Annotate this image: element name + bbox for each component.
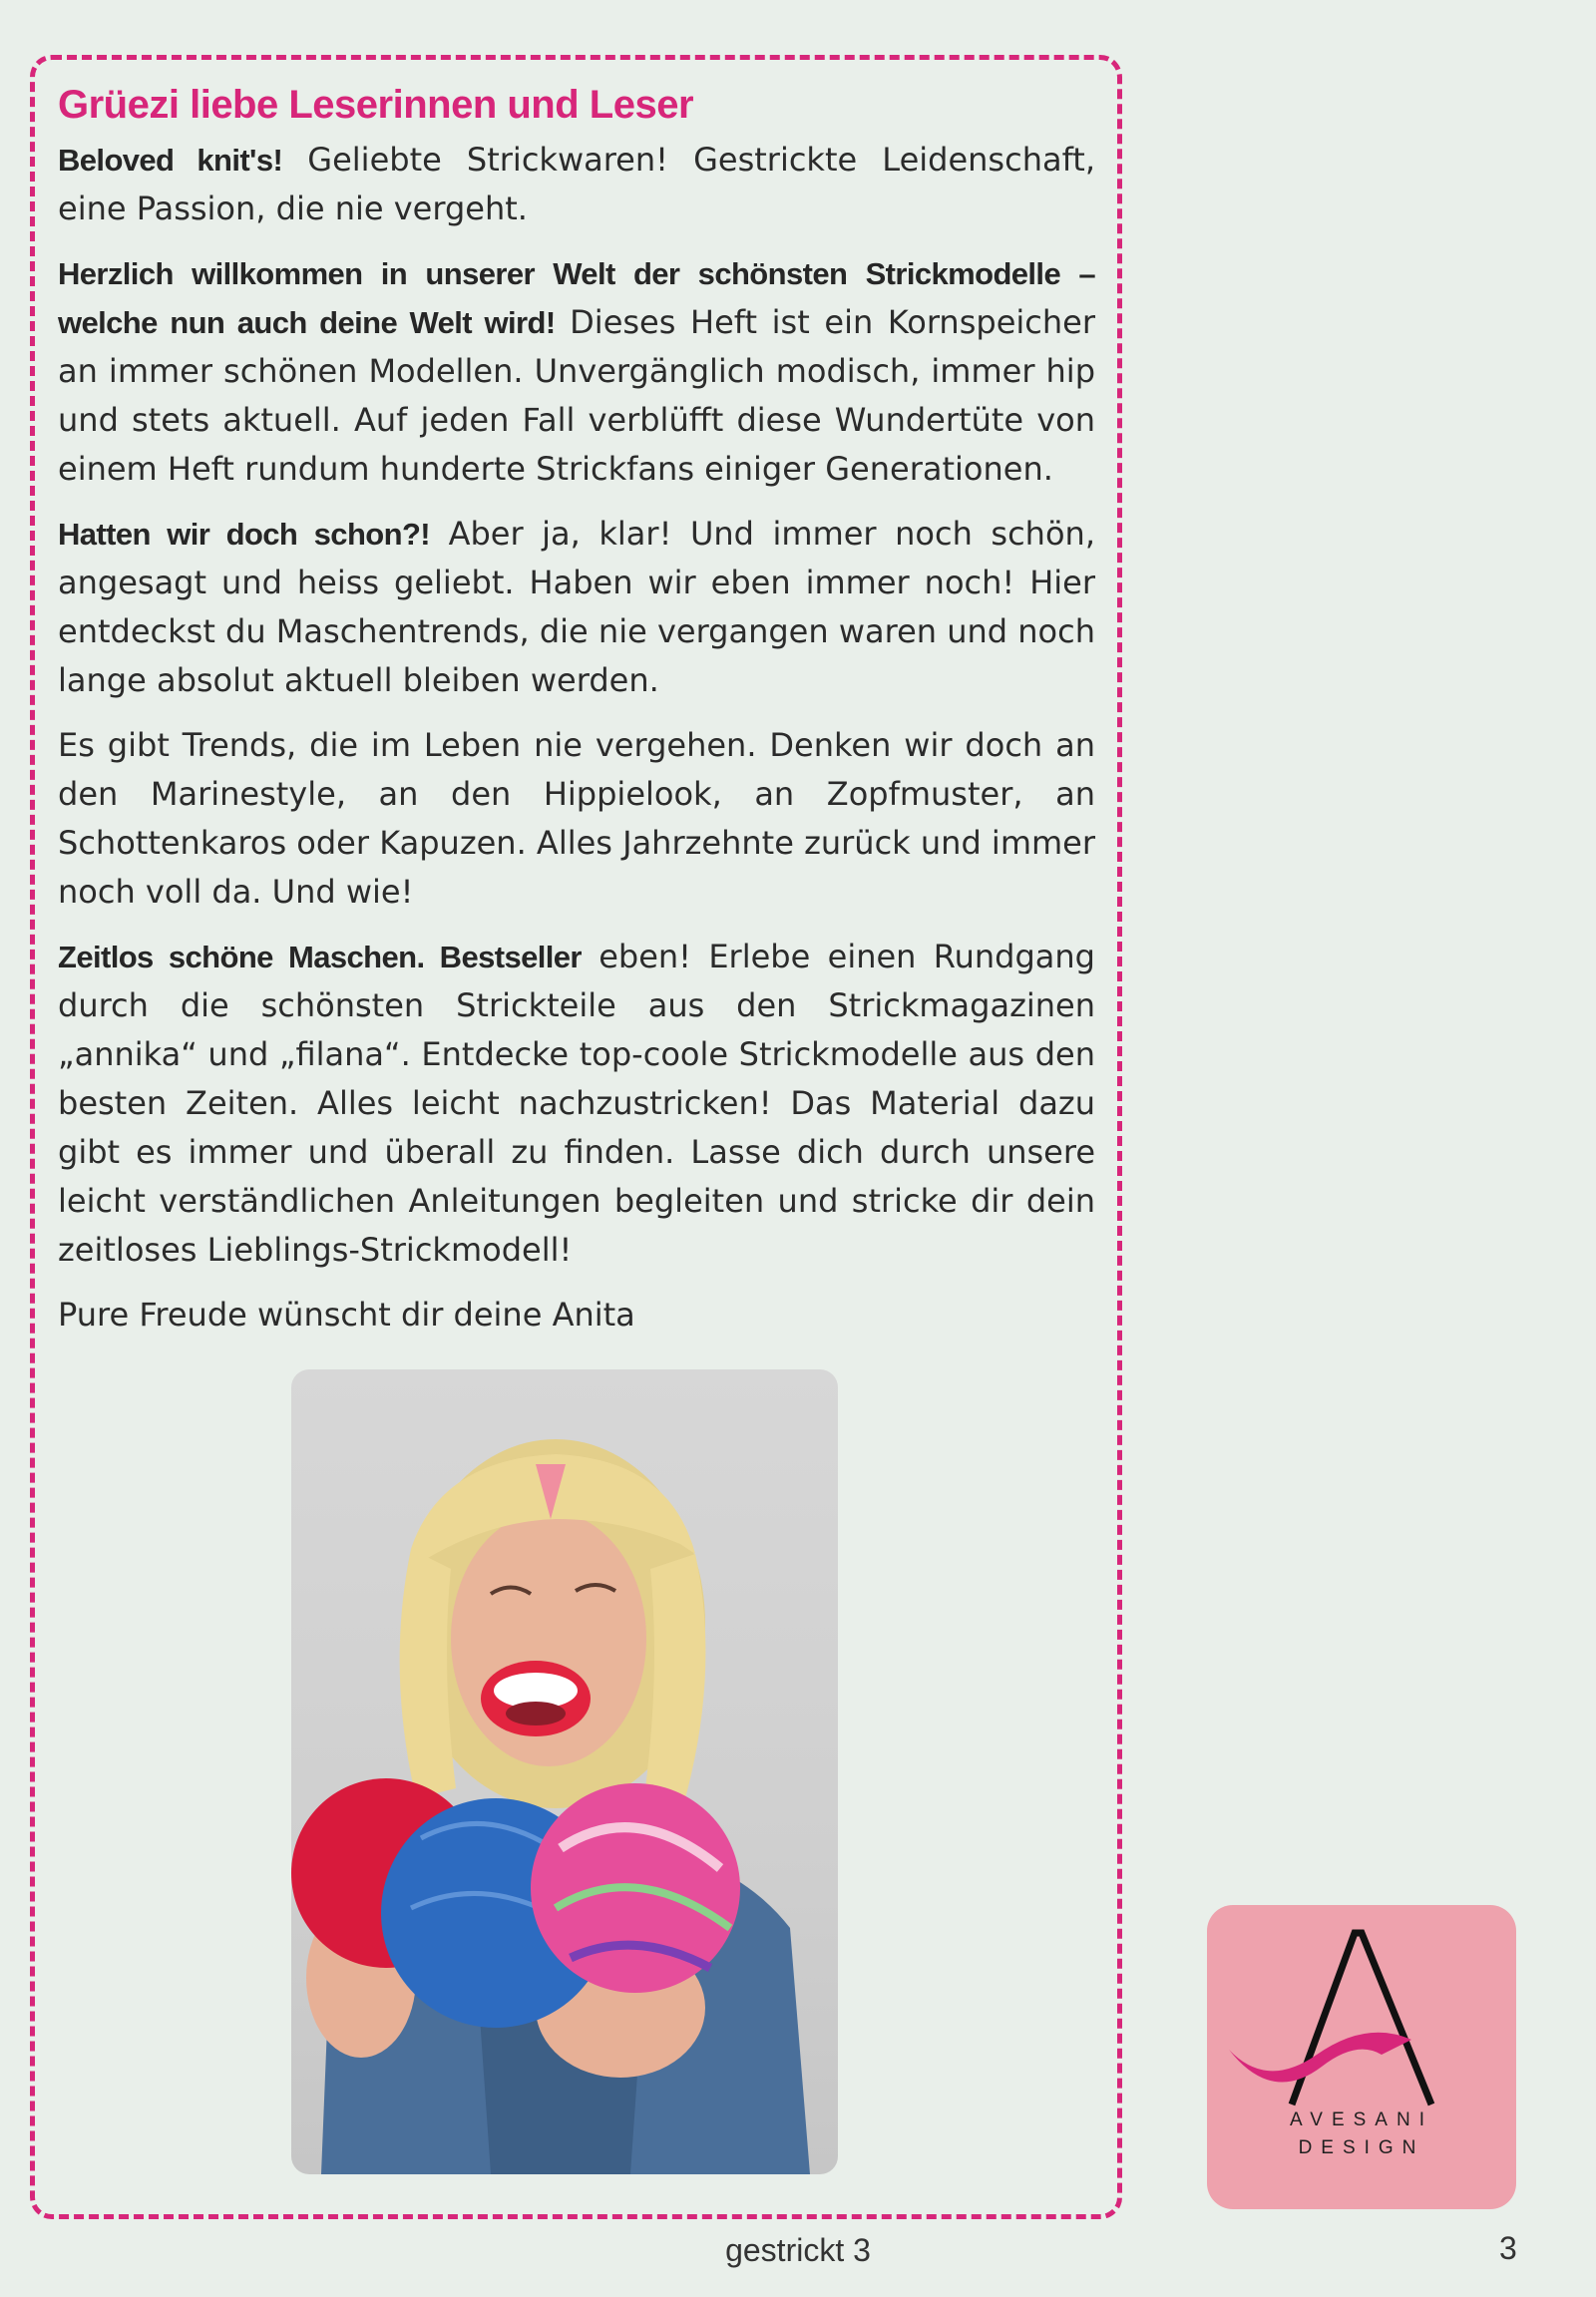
paragraph-3 <box>58 510 1095 705</box>
paragraph-2-text: Dieses Heft ist ein Kornspeicher an immer schönen Modellen. Unvergänglich modisch, immer hip und stets aktuell. Auf jeden Fall verblüfft diese Wundertüte von einem Heft rundum hunderte Strickfans einiger Generationen. <box>58 303 1095 488</box>
signature-line <box>58 1291 1095 1340</box>
avesani-design-logo <box>1207 1905 1516 2209</box>
paragraph-5-lead: Zeitlos schöne Maschen. Bestseller <box>58 940 582 974</box>
author-photo <box>291 1369 838 2174</box>
paragraph-1 <box>58 136 1095 233</box>
paragraph-2-lead: Herzlich willkommen in unserer Welt der schönsten Strickmodelle – welche nun auch deine Welt wird! <box>58 256 1095 340</box>
paragraph-5-text: eben! Erlebe einen Rundgang durch die schönsten Strickteile aus den Strickmagazinen „annika“ und „filana“. Entdecke top-coole Strickmodelle aus den besten Zeiten. Alles leicht nachzustricken! Das Material dazu gibt es immer und überall zu finden. Lasse dich durch unsere leicht verständlichen Anleitungen begleiten und stricke dir dein zeitloses Lieblings-Strickmodell! <box>58 938 1095 1269</box>
signature-text: Pure Freude wünscht dir deine Anita <box>58 1296 635 1334</box>
author-photo-illustration <box>291 1369 838 2174</box>
footer-title: gestrickt 3 <box>725 2232 871 2268</box>
paragraph-5 <box>58 933 1095 1275</box>
page-heading: Grüezi liebe Leserinnen und Leser <box>58 83 694 127</box>
paragraph-3-text: Aber ja, klar! Und immer noch schön, angesagt und heiss geliebt. Haben wir eben immer noch! Hier entdeckst du Maschentrends, die nie vergangen waren und noch lange absolut aktuell bleiben werden. <box>58 515 1095 699</box>
paragraph-4-text: Es gibt Trends, die im Leben nie vergehen. Denken wir doch an den Marinestyle, an den Hippielook, an Zopfmuster, an Schottenkaros oder Kapuzen. Alles Jahrzehnte zurück und immer noch voll da. Und wie! <box>58 726 1095 911</box>
paragraph-1-text: Geliebte Strickwaren! Gestrickte Leidenschaft, eine Passion, die nie vergeht. <box>58 141 1096 227</box>
logo-text-line2: DESIGN <box>1298 2137 1425 2158</box>
logo-text-line1: AVESANI <box>1290 2109 1433 2130</box>
page-number: 3 <box>1499 2230 1517 2266</box>
paragraph-2 <box>58 249 1095 494</box>
editorial-text <box>58 80 1095 1355</box>
paragraph-1-lead: Beloved knit's! <box>58 143 283 178</box>
logo-a-mark-icon <box>1207 1905 1516 2124</box>
paragraph-4 <box>58 721 1095 917</box>
paragraph-3-lead: Hatten wir doch schon?! <box>58 517 431 552</box>
